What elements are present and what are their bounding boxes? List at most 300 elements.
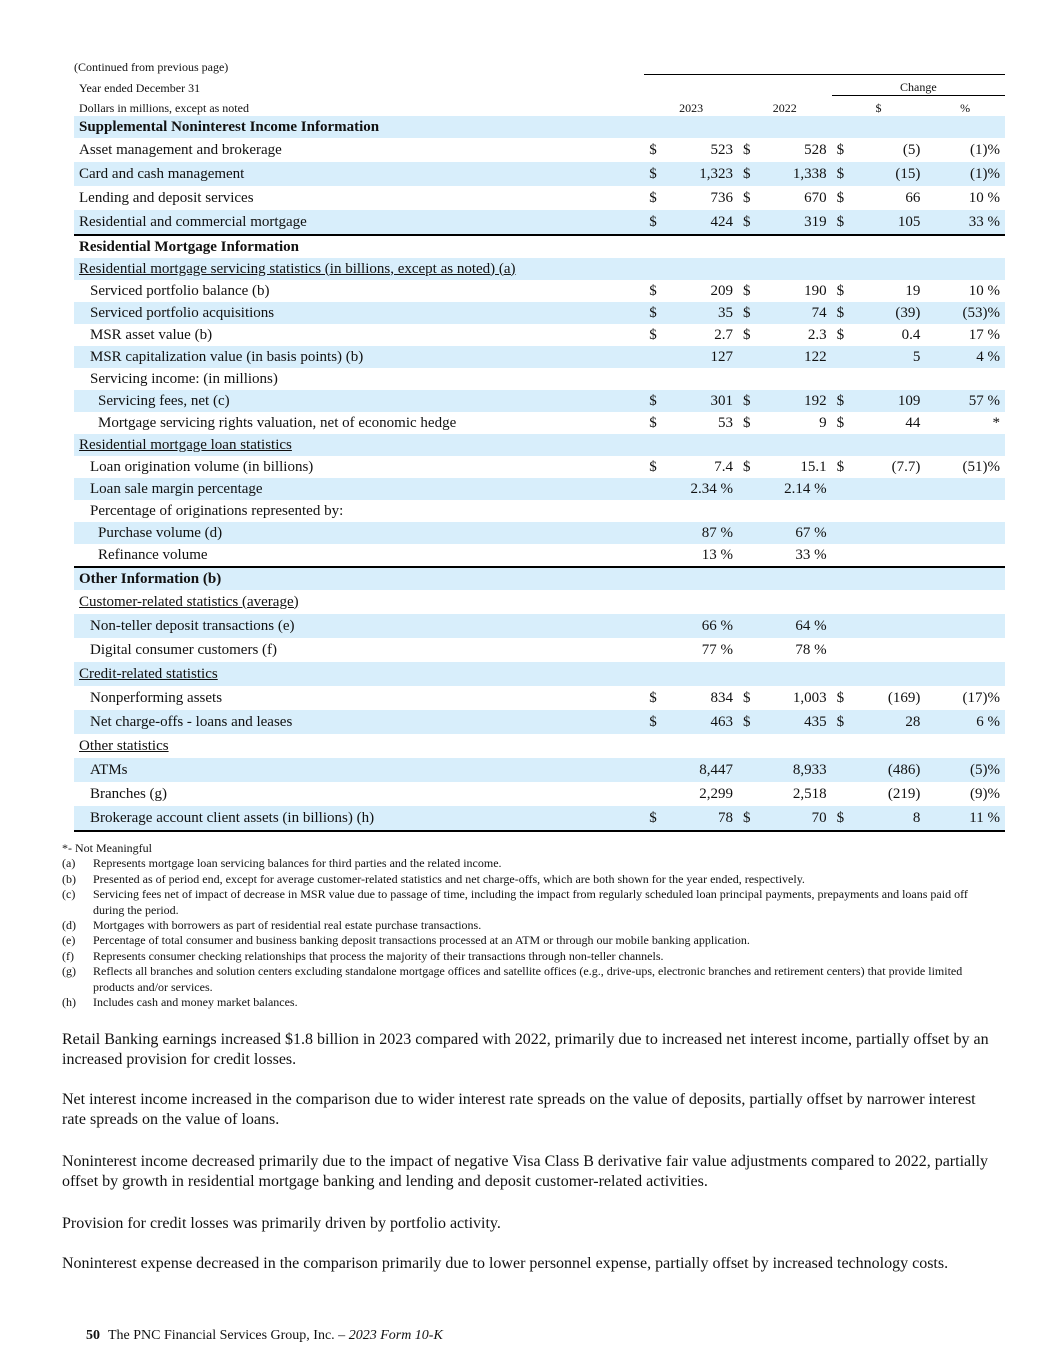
currency-cell [738,478,752,500]
label-cell [74,258,644,280]
row-label: ATMs [90,761,128,778]
row-label: Loan origination volume (in billions) [90,458,314,475]
currency-cell [832,346,846,368]
percent-change-cell: (53)% [925,302,1005,324]
footnote [62,995,997,1010]
row-label: Loan sale margin percentage [90,480,263,497]
currency-cell: $ [644,302,658,324]
value-cell: 64 % [752,614,832,638]
row-label: Residential mortgage loan statistics [79,436,292,453]
currency-cell [832,258,846,280]
value-cell: 424 [658,210,738,235]
percent-change-cell: (17)% [962,689,1000,706]
currency-cell [644,478,658,500]
footnote-key: (f) [62,948,74,963]
currency-cell [832,614,846,638]
row-label: Refinance volume [98,546,208,563]
percent-change-cell [925,590,1005,614]
percent-change-cell [925,567,1005,590]
year-label: Year ended December 31 [79,80,201,95]
row-label: Net charge-offs - loans and leases [90,713,293,730]
footnote [62,856,997,871]
value-cell [658,500,738,522]
currency-cell: $ [649,282,657,299]
not-meaningful-note: *- Not Meaningful [62,841,152,855]
value-cell: 8,447 [658,758,738,782]
currency-cell: $ [832,162,846,186]
label-cell [74,210,644,235]
footnote-text: Percentage of total consumer and business banking deposit transactions processed at an ATM or through our mobile banking application. [93,933,750,948]
table-row [74,544,1005,567]
table-row [74,434,1005,456]
currency-cell: $ [738,710,752,734]
label-cell [74,390,644,412]
table-row [74,324,1005,346]
percent-change-cell: 6 % [925,710,1005,734]
footnote [62,872,997,887]
value-cell [752,590,832,614]
percent-change-cell: 4 % [925,346,1005,368]
currency-cell [832,782,846,806]
currency-cell [738,638,752,662]
value-cell: 19 [905,282,921,299]
table-row [74,638,1005,662]
percent-change-cell: 11 % [925,806,1005,831]
value-cell [658,434,738,456]
percent-change-cell: 17 % [968,326,1000,343]
currency-cell [644,500,658,522]
label-cell [74,280,644,302]
value-cell [658,662,738,686]
value-cell [752,434,832,456]
label-cell [74,434,644,456]
row-label: Percentage of originations represented by: [90,502,344,519]
percent-change-cell: (1)% [925,162,1005,186]
row-label: Digital consumer customers (f) [90,641,278,658]
row-label: Servicing income: (in millions) [90,370,278,387]
value-cell: 2.3 [807,326,827,343]
currency-cell: $ [742,189,751,206]
currency-cell [738,662,752,686]
currency-cell [738,734,752,758]
value-cell [752,500,832,522]
label-cell [74,590,644,614]
value-cell [846,478,926,500]
label-cell [74,500,644,522]
currency-cell: $ [832,390,846,412]
value-cell: 8 [846,806,926,831]
table-row [74,614,1005,638]
percent-change-cell: (5)% [925,758,1005,782]
percent-change-cell: (1)% [970,141,1000,158]
value-cell: 66 [905,189,921,206]
percent-change-cell [925,544,1005,567]
label-cell [74,324,644,346]
value-cell: 1,323 [658,162,738,186]
value-cell: 9 [819,414,827,431]
value-cell [846,662,926,686]
footnote-text: Represents mortgage loan servicing balances for third parties and the related income. [93,856,502,871]
percent-change-cell [925,235,1005,258]
currency-cell [738,758,752,782]
percent-change-cell [925,638,1005,662]
label-cell [74,567,644,590]
currency-cell [644,614,658,638]
paragraph-noninterest-income: Noninterest income decreased primarily due to the impact of negative Visa Class B derivative fair value adjustments compared to 2022, partially offset by growth in residential mortgage banking and lending and deposit customer-related activities. [62,1153,989,1190]
value-cell: 2.14 % [752,478,832,500]
currency-cell: $ [649,326,657,343]
row-label: Residential and commercial mortgage [79,213,307,230]
currency-cell [738,782,752,806]
currency-cell [644,638,658,662]
percent-change-cell [925,116,1005,138]
value-cell [752,368,832,390]
dollars-label: Dollars in millions, except as noted [79,101,249,115]
value-cell: 127 [658,346,738,368]
currency-cell: $ [649,141,657,158]
currency-cell [738,567,752,590]
col-change-pct: % [960,101,971,115]
currency-cell [832,734,846,758]
footnote-key: (a) [62,856,76,871]
table-row [74,210,1005,235]
row-label: Branches (g) [90,785,168,802]
value-cell: 15.1 [800,458,827,475]
value-cell: (5) [902,141,921,158]
footer-form: 2023 Form 10-K [348,1328,443,1343]
value-cell: 736 [710,189,733,206]
paragraph-noninterest-expense: Noninterest expense decreased in the comparison primarily due to lower personnel expense, partially offset by increased technology costs. [62,1255,949,1272]
value-cell [658,258,738,280]
currency-cell: $ [832,302,846,324]
currency-cell: $ [649,689,657,706]
value-cell: 78 % [795,641,827,658]
value-cell: 13 % [701,546,733,563]
currency-cell: $ [836,282,845,299]
currency-cell [644,782,658,806]
currency-cell [644,734,658,758]
value-cell [846,522,926,544]
table-row [74,590,1005,614]
value-cell: 192 [752,390,832,412]
currency-cell [832,544,846,567]
row-label: Credit-related statistics [79,665,218,682]
currency-cell: $ [738,806,752,831]
value-cell: 33 % [795,546,827,563]
label-cell [74,186,644,210]
value-cell [846,258,926,280]
value-cell [846,116,926,138]
table-row [74,500,1005,522]
value-cell: 78 [658,806,738,831]
value-cell [846,544,926,567]
currency-cell [738,116,752,138]
col-2023: 2023 [679,101,704,115]
percent-change-cell: (9)% [970,785,1000,802]
table-row [74,710,1005,734]
table-row [74,138,1005,162]
footnote-key: (c) [62,887,76,902]
table-row [74,456,1005,478]
percent-change-cell: (51)% [962,458,1000,475]
percent-change-cell [925,662,1005,686]
value-cell: 0.4 [901,326,921,343]
paragraph-earnings: Retail Banking earnings increased $1.8 billion in 2023 compared with 2022, primarily due to increased net interest income, partially offset by an increased provision for credit losses. [62,1031,989,1068]
value-cell: 209 [710,282,733,299]
label-cell [74,346,644,368]
currency-cell [644,544,658,567]
percent-change-cell [925,434,1005,456]
percent-change-cell [925,522,1005,544]
currency-cell [644,662,658,686]
currency-cell: $ [742,458,751,475]
currency-cell: $ [742,414,751,431]
row-label: MSR capitalization value (in basis points) (b) [90,348,364,365]
row-label: MSR asset value (b) [90,326,213,343]
table-row [74,662,1005,686]
value-cell: 319 [752,210,832,235]
table-body [74,116,1005,831]
row-label: Other Information (b) [79,570,222,587]
row-label: Asset management and brokerage [79,141,282,158]
label-cell [74,412,644,434]
footnote-key: (h) [62,995,76,1010]
value-cell [846,567,926,590]
row-label: Nonperforming assets [90,689,223,706]
footnote-text: Mortgages with borrowers as part of residential real estate purchase transactions. [93,918,482,933]
value-cell [752,116,832,138]
page-number: 50 [86,1328,100,1343]
currency-cell [644,116,658,138]
value-cell [846,235,926,258]
footnote [62,964,997,995]
paragraph-provision: Provision for credit losses was primarily driven by portfolio activity. [62,1215,501,1232]
currency-cell: $ [836,458,845,475]
label-cell [74,686,644,710]
value-cell [846,734,926,758]
label-cell [74,734,644,758]
table-row [74,346,1005,368]
currency-cell [738,235,752,258]
percent-change-cell: 33 % [925,210,1005,235]
label-cell [74,662,644,686]
row-label: Servicing fees, net (c) [98,392,230,409]
currency-cell [832,662,846,686]
value-cell: 2.7 [714,326,733,343]
table-row [74,390,1005,412]
currency-cell [738,258,752,280]
currency-cell: $ [649,414,657,431]
label-cell [74,162,644,186]
currency-cell: $ [644,806,658,831]
value-cell [658,734,738,758]
currency-cell [738,522,752,544]
row-label: Card and cash management [79,165,245,182]
currency-cell: $ [742,282,751,299]
footer-company: The PNC Financial Services Group, Inc. – [108,1328,349,1343]
value-cell: 109 [846,390,926,412]
currency-cell: $ [742,326,751,343]
footnote-key: (d) [62,918,76,933]
value-cell: 1,338 [752,162,832,186]
currency-cell: $ [649,458,657,475]
footnote [62,949,997,964]
section-header-row [74,567,1005,590]
value-cell [846,590,926,614]
percent-change-cell: 10 % [968,282,1000,299]
value-cell: 5 [846,346,926,368]
row-label: Brokerage account client assets (in billions) (h) [90,809,375,826]
currency-cell [738,500,752,522]
footnote [62,918,997,933]
value-cell [846,638,926,662]
table-row [74,806,1005,831]
currency-cell [832,758,846,782]
value-cell: 122 [752,346,832,368]
value-cell: (219) [887,785,921,802]
footnote [62,933,997,948]
currency-cell: $ [836,689,845,706]
currency-cell [832,638,846,662]
table-row [74,782,1005,806]
value-cell [752,567,832,590]
table-row [74,302,1005,324]
value-cell: 7.4 [714,458,733,475]
footnote-key: (e) [62,933,76,948]
value-cell: 435 [752,710,832,734]
percent-change-cell [925,368,1005,390]
value-cell: 523 [710,141,733,158]
currency-cell [644,522,658,544]
col-change-dollar: $ [875,101,882,115]
currency-cell [738,434,752,456]
value-cell: 2.34 % [658,478,738,500]
table-row [74,162,1005,186]
currency-cell [832,500,846,522]
label-cell [74,138,644,162]
footnote [62,887,997,918]
value-cell: 8,933 [752,758,832,782]
table-row [74,522,1005,544]
value-cell: 670 [804,189,827,206]
page-footer [86,1328,443,1344]
currency-cell: $ [832,806,846,831]
value-cell: (15) [846,162,926,186]
row-label: Non-teller deposit transactions (e) [90,617,295,634]
footnote-text: Represents consumer checking relationships that process the majority of their transactions through non-teller channels. [93,948,664,963]
value-cell [846,614,926,638]
value-cell: 28 [846,710,926,734]
percent-change-cell [925,614,1005,638]
currency-cell [738,368,752,390]
label-cell [74,638,644,662]
row-label: Supplemental Noninterest Income Information [79,118,380,135]
value-cell: (7.7) [891,458,921,475]
value-cell [658,567,738,590]
value-cell: (39) [846,302,926,324]
label-cell [74,235,644,258]
table-row [74,280,1005,302]
row-label: Serviced portfolio balance (b) [90,282,270,299]
value-cell [658,235,738,258]
label-cell [74,368,644,390]
currency-cell: $ [738,162,752,186]
value-cell [752,258,832,280]
section-header-row [74,235,1005,258]
continued-note: (Continued from previous page) [74,60,229,74]
value-cell [846,500,926,522]
value-cell: 53 [717,414,733,431]
label-cell [74,478,644,500]
value-cell: 70 [752,806,832,831]
footnote-text: Servicing fees net of impact of decrease in MSR value due to passage of time, including the impact from regularly scheduled loan principal payments, prepayments and loans paid off during the period. [93,887,968,917]
table-header [74,75,1005,117]
row-label: Lending and deposit services [79,189,254,206]
currency-cell: $ [742,141,751,158]
value-cell: 463 [658,710,738,734]
value-cell: (486) [846,758,926,782]
currency-cell: $ [742,689,751,706]
paragraph-net-interest: Net interest income increased in the comparison due to wider interest rate spreads on the value of deposits, partially offset by narrower interest rate spreads on the value of loans. [62,1091,976,1128]
value-cell [846,368,926,390]
percent-change-cell [925,258,1005,280]
value-cell [752,734,832,758]
currency-cell [644,235,658,258]
value-cell: 87 % [658,522,738,544]
currency-cell: $ [836,141,845,158]
percent-change-cell: * [992,414,1000,431]
currency-cell: $ [738,390,752,412]
value-cell: 44 [905,414,921,431]
currency-cell [832,522,846,544]
value-cell: 35 [658,302,738,324]
col-2022: 2022 [772,101,797,115]
currency-cell [738,590,752,614]
value-cell: 2,518 [792,785,827,802]
currency-cell [644,258,658,280]
currency-cell [644,368,658,390]
currency-cell: $ [649,189,657,206]
label-cell [74,614,644,638]
change-label: Change [832,75,1005,96]
footnote-text: Includes cash and money market balances. [93,995,298,1010]
currency-cell [832,235,846,258]
currency-cell [644,758,658,782]
percent-change-cell [925,500,1005,522]
value-cell [658,368,738,390]
table-row [74,758,1005,782]
percent-change-cell [925,734,1005,758]
currency-cell [738,346,752,368]
value-cell: 301 [658,390,738,412]
currency-cell: $ [644,710,658,734]
currency-cell: $ [738,210,752,235]
value-cell: 1,003 [792,689,827,706]
footnotes [62,841,997,1010]
currency-cell [832,590,846,614]
currency-cell [832,567,846,590]
table-row [74,412,1005,434]
currency-cell [644,567,658,590]
table-row [74,734,1005,758]
row-label: Residential Mortgage Information [79,238,299,255]
currency-cell [644,434,658,456]
percent-change-cell: 57 % [925,390,1005,412]
currency-cell [832,478,846,500]
label-cell [74,782,644,806]
label-cell [74,456,644,478]
percent-change-cell [925,478,1005,500]
